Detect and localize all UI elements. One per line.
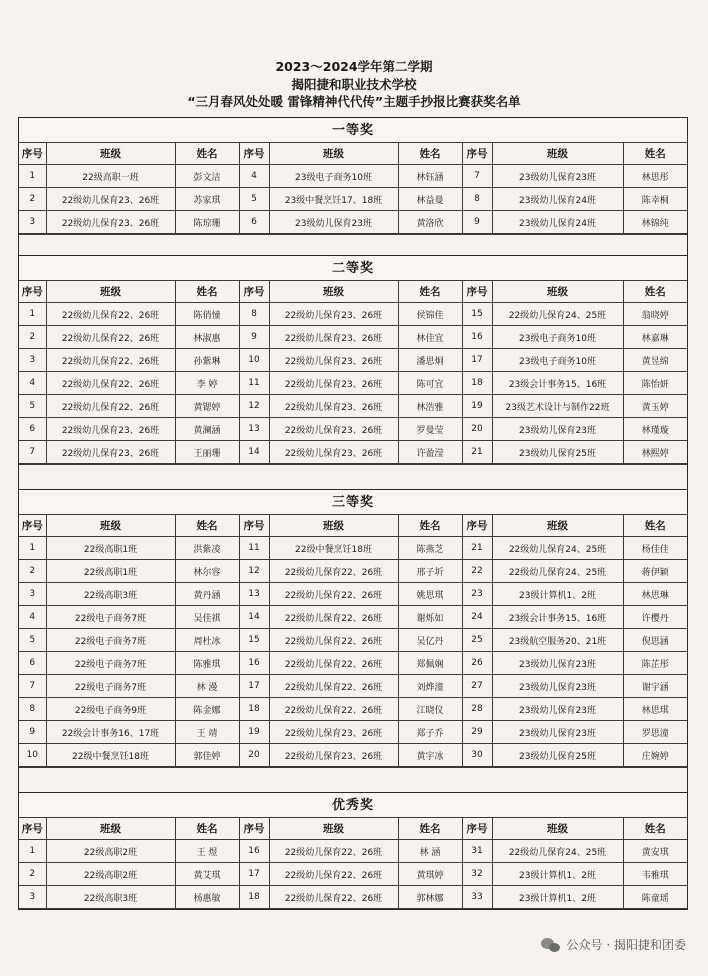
column-header: 班级 — [269, 143, 398, 165]
name-cell: 陈俏憧 — [175, 303, 239, 326]
column-header: 姓名 — [398, 818, 462, 840]
name-cell: 刘烨潼 — [398, 675, 462, 698]
name-cell: 倪思涵 — [623, 629, 687, 652]
rank-cell: 19 — [462, 395, 492, 418]
award-list-sheet — [18, 117, 688, 910]
column-header: 姓名 — [398, 281, 462, 303]
rank-cell: 17 — [239, 675, 269, 698]
name-cell: 林思琳 — [623, 583, 687, 606]
table-row — [19, 441, 687, 464]
class-cell: 22级幼儿保育22、26班 — [269, 863, 398, 886]
name-cell: 李 婷 — [175, 372, 239, 395]
class-cell: 22级会计事务16、17班 — [46, 721, 175, 744]
class-cell: 22级电子商务7班 — [46, 606, 175, 629]
column-header: 班级 — [46, 515, 175, 537]
rank-cell: 5 — [239, 188, 269, 211]
class-cell: 23级幼儿保育23班 — [269, 211, 398, 234]
rank-cell: 32 — [462, 863, 492, 886]
name-cell: 郑佩娴 — [398, 652, 462, 675]
rank-cell: 16 — [462, 326, 492, 349]
table-row — [19, 840, 687, 863]
class-cell: 22级幼儿保育22、26班 — [269, 675, 398, 698]
column-header: 班级 — [269, 818, 398, 840]
class-cell: 23级会计事务15、16班 — [492, 372, 623, 395]
rank-cell: 22 — [462, 560, 492, 583]
class-cell: 23级幼儿保育24班 — [492, 211, 623, 234]
column-header: 姓名 — [175, 143, 239, 165]
table-row — [19, 372, 687, 395]
column-header: 序号 — [19, 143, 46, 165]
rank-cell: 16 — [239, 652, 269, 675]
class-cell: 22级幼儿保育23、26班 — [269, 326, 398, 349]
rank-cell: 28 — [462, 698, 492, 721]
class-cell: 22级幼儿保育22、26班 — [269, 629, 398, 652]
rank-cell: 18 — [239, 698, 269, 721]
rank-cell: 9 — [239, 326, 269, 349]
column-header: 姓名 — [175, 515, 239, 537]
class-cell: 22级幼儿保育22、26班 — [269, 560, 398, 583]
document-term: 2023～2024学年第二学期 — [275, 59, 433, 74]
class-cell: 22级幼儿保育24、25班 — [492, 537, 623, 560]
class-cell: 22级电子商务7班 — [46, 629, 175, 652]
class-cell: 23级幼儿保育23班 — [492, 721, 623, 744]
rank-cell: 14 — [239, 441, 269, 464]
section-title: 三等奖 — [19, 489, 687, 514]
class-cell: 22级幼儿保育22、26班 — [46, 303, 175, 326]
name-cell: 陈琼珊 — [175, 211, 239, 234]
name-cell: 陈可宜 — [398, 372, 462, 395]
name-cell: 周杜冰 — [175, 629, 239, 652]
rank-cell: 27 — [462, 675, 492, 698]
rank-cell: 6 — [19, 652, 46, 675]
class-cell: 22级幼儿保育22、26班 — [46, 372, 175, 395]
class-cell: 23级计算机1、2班 — [492, 863, 623, 886]
class-cell: 22级幼儿保育23、26班 — [269, 303, 398, 326]
rank-cell: 6 — [239, 211, 269, 234]
rank-cell: 21 — [462, 537, 492, 560]
rank-cell: 17 — [462, 349, 492, 372]
name-cell: 陈童瑶 — [623, 886, 687, 909]
name-cell: 彭文洁 — [175, 165, 239, 188]
rank-cell: 12 — [239, 560, 269, 583]
name-cell: 庄婉婷 — [623, 744, 687, 767]
name-cell: 郑子乔 — [398, 721, 462, 744]
rank-cell: 2 — [19, 188, 46, 211]
table-row — [19, 652, 687, 675]
name-cell: 杨佳佳 — [623, 537, 687, 560]
column-header: 班级 — [492, 818, 623, 840]
column-header: 序号 — [239, 515, 269, 537]
class-cell: 22级高职1班 — [46, 537, 175, 560]
class-cell: 23级电子商务10班 — [492, 349, 623, 372]
column-header: 班级 — [492, 281, 623, 303]
rank-cell: 11 — [239, 372, 269, 395]
table-row — [19, 629, 687, 652]
name-cell: 黄玉婷 — [623, 395, 687, 418]
rank-cell: 12 — [239, 395, 269, 418]
wechat-icon — [541, 937, 561, 953]
column-header: 序号 — [239, 818, 269, 840]
rank-cell: 1 — [19, 165, 46, 188]
table-row — [19, 606, 687, 629]
name-cell: 潘思炯 — [398, 349, 462, 372]
name-cell: 王 煜 — [175, 840, 239, 863]
name-cell: 翁晓婷 — [623, 303, 687, 326]
class-cell: 23级幼儿保育23班 — [492, 675, 623, 698]
class-cell: 22级幼儿保育22、26班 — [269, 840, 398, 863]
class-cell: 22级幼儿保育23、26班 — [269, 395, 398, 418]
class-cell: 22级中餐烹饪18班 — [46, 744, 175, 767]
class-cell: 22级幼儿保育24、25班 — [492, 560, 623, 583]
table-row — [19, 863, 687, 886]
class-cell: 22级高职2班 — [46, 863, 175, 886]
rank-cell: 2 — [19, 863, 46, 886]
class-cell: 23级幼儿保育24班 — [492, 188, 623, 211]
name-cell: 林 漫 — [175, 675, 239, 698]
class-cell: 22级幼儿保育23、26班 — [46, 211, 175, 234]
table-row — [19, 188, 687, 211]
table-header-row — [19, 818, 687, 840]
name-cell: 林思彤 — [623, 165, 687, 188]
class-cell: 23级航空服务20、21班 — [492, 629, 623, 652]
column-header: 姓名 — [175, 818, 239, 840]
class-cell: 23级幼儿保育23班 — [492, 652, 623, 675]
section-title: 一等奖 — [19, 118, 687, 142]
column-header: 班级 — [46, 143, 175, 165]
name-cell: 罗思潼 — [623, 721, 687, 744]
class-cell: 23级幼儿保育25班 — [492, 441, 623, 464]
rank-cell: 20 — [239, 744, 269, 767]
rank-cell: 1 — [19, 840, 46, 863]
table-row — [19, 395, 687, 418]
name-cell: 许樱丹 — [623, 606, 687, 629]
class-cell: 22级幼儿保育24、25班 — [492, 303, 623, 326]
column-header: 序号 — [19, 281, 46, 303]
rank-cell: 3 — [19, 886, 46, 909]
rank-cell: 4 — [19, 372, 46, 395]
name-cell: 陈芷彤 — [623, 652, 687, 675]
class-cell: 22级幼儿保育23、26班 — [46, 188, 175, 211]
class-cell: 22级高职一班 — [46, 165, 175, 188]
rank-cell: 1 — [19, 537, 46, 560]
column-header: 序号 — [239, 281, 269, 303]
class-cell: 22级幼儿保育22、26班 — [46, 326, 175, 349]
column-header: 班级 — [46, 281, 175, 303]
rank-cell: 3 — [19, 349, 46, 372]
rank-cell: 17 — [239, 863, 269, 886]
column-header: 姓名 — [623, 515, 687, 537]
document-title: “三月春风处处暖 雷锋精神代代传”主题手抄报比赛获奖名单 — [187, 94, 521, 109]
name-cell: 林浩雅 — [398, 395, 462, 418]
rank-cell: 8 — [19, 698, 46, 721]
name-cell: 林尔容 — [175, 560, 239, 583]
class-cell: 22级幼儿保育23、26班 — [269, 441, 398, 464]
name-cell: 林熙婷 — [623, 441, 687, 464]
class-cell: 22级幼儿保育22、26班 — [269, 583, 398, 606]
column-header: 姓名 — [623, 143, 687, 165]
column-header: 序号 — [462, 818, 492, 840]
rank-cell: 10 — [19, 744, 46, 767]
section-title: 优秀奖 — [19, 792, 687, 817]
rank-cell: 25 — [462, 629, 492, 652]
name-cell: 吴佳祺 — [175, 606, 239, 629]
rank-cell: 6 — [19, 418, 46, 441]
table-row — [19, 721, 687, 744]
rank-cell: 13 — [239, 583, 269, 606]
class-cell: 22级幼儿保育23、26班 — [269, 349, 398, 372]
rank-cell: 5 — [19, 395, 46, 418]
rank-cell: 30 — [462, 744, 492, 767]
class-cell: 22级幼儿保育24、25班 — [492, 840, 623, 863]
class-cell: 22级幼儿保育22、26班 — [269, 886, 398, 909]
column-header: 姓名 — [623, 818, 687, 840]
table-header-row — [19, 143, 687, 165]
class-cell: 23级幼儿保育23班 — [492, 698, 623, 721]
class-cell: 22级高职1班 — [46, 560, 175, 583]
rank-cell: 26 — [462, 652, 492, 675]
rank-cell: 4 — [19, 606, 46, 629]
watermark-text: 公众号 · 揭阳捷和团委 — [566, 938, 686, 952]
rank-cell: 14 — [239, 606, 269, 629]
name-cell: 黄宇冰 — [398, 744, 462, 767]
rank-cell: 7 — [19, 675, 46, 698]
school-name: 揭阳捷和职业技术学校 — [291, 77, 417, 92]
class-cell: 23级计算机1、2班 — [492, 583, 623, 606]
award-table — [19, 142, 687, 234]
name-cell: 杨惠敏 — [175, 886, 239, 909]
rank-cell: 7 — [462, 165, 492, 188]
name-cell: 陈幸桐 — [623, 188, 687, 211]
column-header: 姓名 — [398, 143, 462, 165]
name-cell: 黄艾琪 — [175, 863, 239, 886]
table-row — [19, 886, 687, 909]
award-table — [19, 817, 687, 909]
table-row — [19, 675, 687, 698]
rank-cell: 33 — [462, 886, 492, 909]
column-header: 序号 — [19, 818, 46, 840]
rank-cell: 18 — [462, 372, 492, 395]
column-header: 序号 — [462, 143, 492, 165]
rank-cell: 13 — [239, 418, 269, 441]
table-row — [19, 744, 687, 767]
name-cell: 黄琪婷 — [398, 863, 462, 886]
column-header: 序号 — [462, 515, 492, 537]
class-cell: 22级幼儿保育23、26班 — [269, 372, 398, 395]
rank-cell: 8 — [462, 188, 492, 211]
name-cell: 陈金娜 — [175, 698, 239, 721]
rank-cell: 8 — [239, 303, 269, 326]
name-cell: 罗曼莹 — [398, 418, 462, 441]
column-header: 班级 — [269, 281, 398, 303]
column-header: 序号 — [19, 515, 46, 537]
table-row — [19, 165, 687, 188]
rank-cell: 10 — [239, 349, 269, 372]
name-cell: 孙紫琳 — [175, 349, 239, 372]
name-cell: 黄锶婷 — [175, 395, 239, 418]
column-header: 姓名 — [398, 515, 462, 537]
rank-cell: 18 — [239, 886, 269, 909]
table-header-row — [19, 281, 687, 303]
section-spacer — [19, 767, 687, 792]
name-cell: 林思琪 — [623, 698, 687, 721]
name-cell: 苏家琪 — [175, 188, 239, 211]
class-cell: 23级会计事务15、16班 — [492, 606, 623, 629]
column-header: 序号 — [239, 143, 269, 165]
class-cell: 22级幼儿保育22、26班 — [269, 606, 398, 629]
column-header: 姓名 — [175, 281, 239, 303]
rank-cell: 4 — [239, 165, 269, 188]
name-cell: 谢烁如 — [398, 606, 462, 629]
section-spacer — [19, 464, 687, 489]
rank-cell: 19 — [239, 721, 269, 744]
table-row — [19, 698, 687, 721]
name-cell: 林 涵 — [398, 840, 462, 863]
rank-cell: 31 — [462, 840, 492, 863]
rank-cell: 16 — [239, 840, 269, 863]
column-header: 姓名 — [623, 281, 687, 303]
section-spacer — [19, 234, 687, 255]
rank-cell: 3 — [19, 583, 46, 606]
section-title: 二等奖 — [19, 255, 687, 280]
name-cell: 谢宇涵 — [623, 675, 687, 698]
class-cell: 22级幼儿保育23、26班 — [269, 418, 398, 441]
table-row — [19, 303, 687, 326]
table-row — [19, 211, 687, 234]
column-header: 班级 — [269, 515, 398, 537]
rank-cell: 5 — [19, 629, 46, 652]
name-cell: 郭佳婷 — [175, 744, 239, 767]
class-cell: 22级幼儿保育22、26班 — [269, 652, 398, 675]
name-cell: 黄安琪 — [623, 840, 687, 863]
column-header: 班级 — [492, 515, 623, 537]
name-cell: 林钰涵 — [398, 165, 462, 188]
class-cell: 22级幼儿保育22、26班 — [46, 395, 175, 418]
table-row — [19, 349, 687, 372]
class-cell: 23级中餐烹饪17、18班 — [269, 188, 398, 211]
class-cell: 23级幼儿保育25班 — [492, 744, 623, 767]
class-cell: 22级中餐烹饪18班 — [269, 537, 398, 560]
class-cell: 22级幼儿保育23、26班 — [269, 744, 398, 767]
column-header: 班级 — [492, 143, 623, 165]
name-cell: 吴亿丹 — [398, 629, 462, 652]
table-row — [19, 537, 687, 560]
name-cell: 黄丹涵 — [175, 583, 239, 606]
class-cell: 22级幼儿保育22、26班 — [46, 349, 175, 372]
class-cell: 22级幼儿保育23、26班 — [46, 441, 175, 464]
name-cell: 郭林娜 — [398, 886, 462, 909]
table-row — [19, 418, 687, 441]
column-header: 班级 — [46, 818, 175, 840]
rank-cell: 15 — [239, 629, 269, 652]
class-cell: 23级幼儿保育23班 — [492, 418, 623, 441]
name-cell: 王 靖 — [175, 721, 239, 744]
watermark — [541, 936, 686, 953]
name-cell: 林锦纯 — [623, 211, 687, 234]
name-cell: 林瑾璇 — [623, 418, 687, 441]
class-cell: 23级计算机1、2班 — [492, 886, 623, 909]
rank-cell: 3 — [19, 211, 46, 234]
name-cell: 许盈滢 — [398, 441, 462, 464]
class-cell: 22级幼儿保育22、26班 — [269, 698, 398, 721]
rank-cell: 11 — [239, 537, 269, 560]
rank-cell: 29 — [462, 721, 492, 744]
name-cell: 林益曼 — [398, 188, 462, 211]
rank-cell: 20 — [462, 418, 492, 441]
name-cell: 侯锦佳 — [398, 303, 462, 326]
name-cell: 陈怡妍 — [623, 372, 687, 395]
class-cell: 22级电子商务7班 — [46, 652, 175, 675]
table-header-row — [19, 515, 687, 537]
name-cell: 姚思琪 — [398, 583, 462, 606]
rank-cell: 15 — [462, 303, 492, 326]
class-cell: 23级幼儿保育23班 — [492, 165, 623, 188]
class-cell: 22级电子商务7班 — [46, 675, 175, 698]
class-cell: 22级高职3班 — [46, 886, 175, 909]
name-cell: 邢子圻 — [398, 560, 462, 583]
rank-cell: 9 — [19, 721, 46, 744]
table-row — [19, 583, 687, 606]
table-row — [19, 560, 687, 583]
class-cell: 22级高职3班 — [46, 583, 175, 606]
name-cell: 洪紫凌 — [175, 537, 239, 560]
rank-cell: 7 — [19, 441, 46, 464]
award-table — [19, 514, 687, 767]
column-header: 序号 — [462, 281, 492, 303]
award-table — [19, 280, 687, 464]
rank-cell: 2 — [19, 560, 46, 583]
name-cell: 林淑惠 — [175, 326, 239, 349]
name-cell: 江晓仪 — [398, 698, 462, 721]
rank-cell: 9 — [462, 211, 492, 234]
class-cell: 22级高职2班 — [46, 840, 175, 863]
name-cell: 陈雅琪 — [175, 652, 239, 675]
name-cell: 蒋伊颖 — [623, 560, 687, 583]
rank-cell: 21 — [462, 441, 492, 464]
class-cell: 22级幼儿保育23、26班 — [46, 418, 175, 441]
class-cell: 23级艺术设计与制作22班 — [492, 395, 623, 418]
class-cell: 22级幼儿保育23、26班 — [269, 721, 398, 744]
rank-cell: 24 — [462, 606, 492, 629]
rank-cell: 1 — [19, 303, 46, 326]
table-row — [19, 326, 687, 349]
name-cell: 陈燕芝 — [398, 537, 462, 560]
name-cell: 林嘉琳 — [623, 326, 687, 349]
name-cell: 黄洛欣 — [398, 211, 462, 234]
name-cell: 韦雅琪 — [623, 863, 687, 886]
name-cell: 黄澜涵 — [175, 418, 239, 441]
class-cell: 22级电子商务9班 — [46, 698, 175, 721]
name-cell: 林佳宜 — [398, 326, 462, 349]
rank-cell: 2 — [19, 326, 46, 349]
name-cell: 黄昱绵 — [623, 349, 687, 372]
class-cell: 23级电子商务10班 — [492, 326, 623, 349]
name-cell: 王丽珊 — [175, 441, 239, 464]
rank-cell: 23 — [462, 583, 492, 606]
class-cell: 23级电子商务10班 — [269, 165, 398, 188]
